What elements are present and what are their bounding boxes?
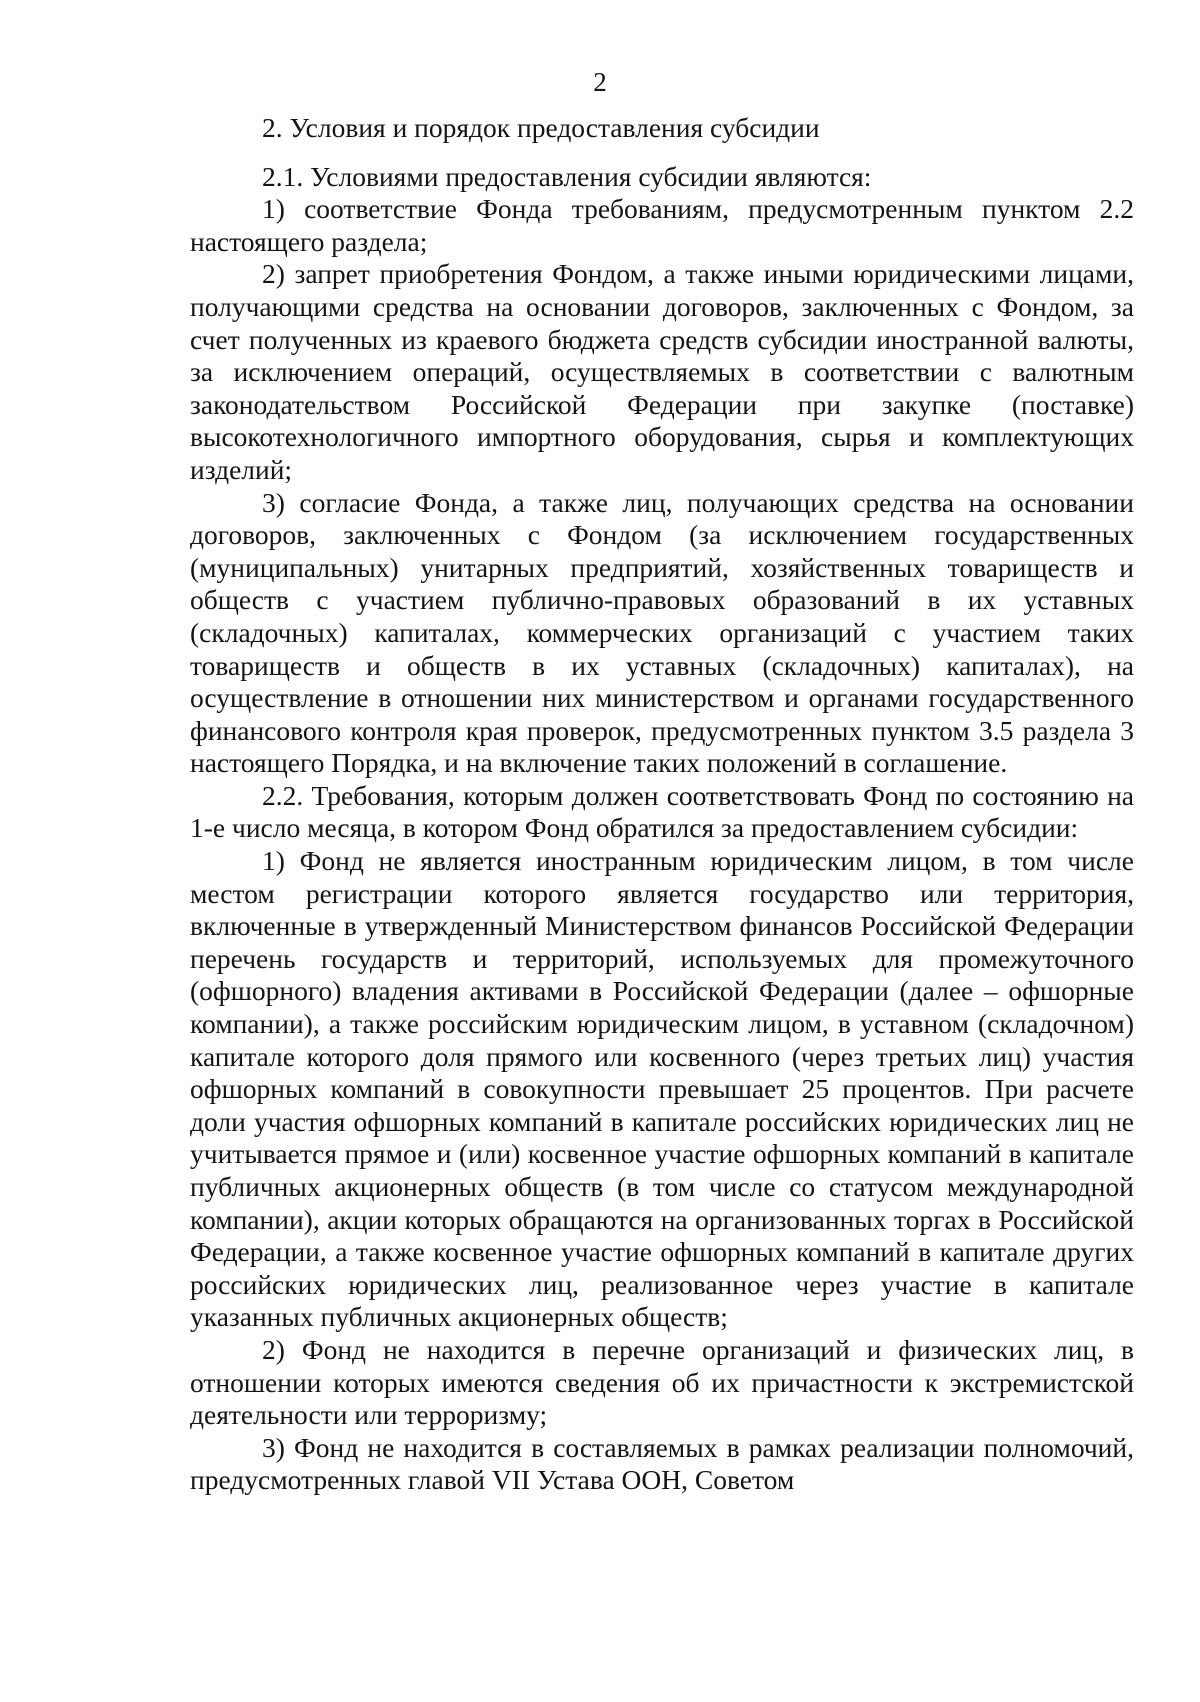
paragraph-2-1-item-1: 1) соответствие Фонда требованиям, предусмотренным пунктом 2.2 настоящего раздела; <box>190 193 1134 257</box>
paragraph-2-2-item-3: 3) Фонд не находится в составляемых в рамках реализации полномочий, предусмотренных главой VII Устава ООН, Советом <box>190 1431 1134 1496</box>
paragraph-2-2-item-2: 2) Фонд не находится в перечне организаций и физических лиц, в отношении которых имеются сведения об их причастности к экстремистской деятельности или терроризму; <box>190 1333 1134 1431</box>
paragraph-2-2-item-1: 1) Фонд не является иностранным юридическим лицом, в том числе местом регистрации которого является государство или территория, включенные в утвержденный Министерством финансов Российской Федерации перечень государств и территорий, используемых для промежуточного (офшорного) владения активами в Российской Федерации (далее – офшорные компании), а также российским юридическим лицом, в уставном (складочном) капитале которого доля прямого или косвенного (через третьих лиц) участия офшорных компаний в совокупности превышает 25 процентов. При расчете доли участия офшорных компаний в капитале российских юридических лиц не учитывается прямое и (или) косвенное участие офшорных компаний в капитале публичных акционерных обществ (в том числе со статусом международной компании), акции которых обращаются на организованных торгах в Российской Федерации, а также косвенное участие офшорных компаний в капитале других российских юридических лиц, реализованное через участие в капитале указанных публичных акционерных обществ; <box>190 845 1134 1333</box>
paragraph-2-1: 2.1. Условиями предоставления субсидии являются: <box>262 160 872 192</box>
page-number: 2 <box>593 67 607 97</box>
paragraph-2-1-item-2: 2) запрет приобретения Фондом, а также иными юридическими лицами, получающими средства на основании договоров, заключенных с Фондом, за счет полученных из краевого бюджета средств субсидии иностранной валюты, за исключением операций, осуществляемых в соответствии с валютным законодательством Российской Федерации при закупке (поставке) высокотехнологичного импортного оборудования, сырья и комплектующих изделий; <box>190 258 1134 485</box>
document-body <box>190 112 1134 1497</box>
paragraph-2-2: 2.2. Требования, которым должен соответствовать Фонд по состоянию на 1-е число месяца, в котором Фонд обратился за предоставлением субсидии: <box>190 779 1134 844</box>
section-heading: 2. Условия и порядок предоставления субсидии <box>262 112 820 143</box>
paragraph-2-1-item-3: 3) согласие Фонда, а также лиц, получающих средства на основании договоров, заключенных с Фондом (за исключением государственных (муниципальных) унитарных предприятий, хозяйственных товариществ и обществ с участием публично-правовых образований в их уставных (складочных) капиталах, коммерческих организаций с участием таких товариществ и обществ в их уставных (складочных) капиталах), на осуществление в отношении них министерством и органами государственного финансового контроля края проверок, предусмотренных пунктом 3.5 раздела 3 настоящего Порядка, и на включение таких положений в соглашение. <box>190 486 1134 779</box>
